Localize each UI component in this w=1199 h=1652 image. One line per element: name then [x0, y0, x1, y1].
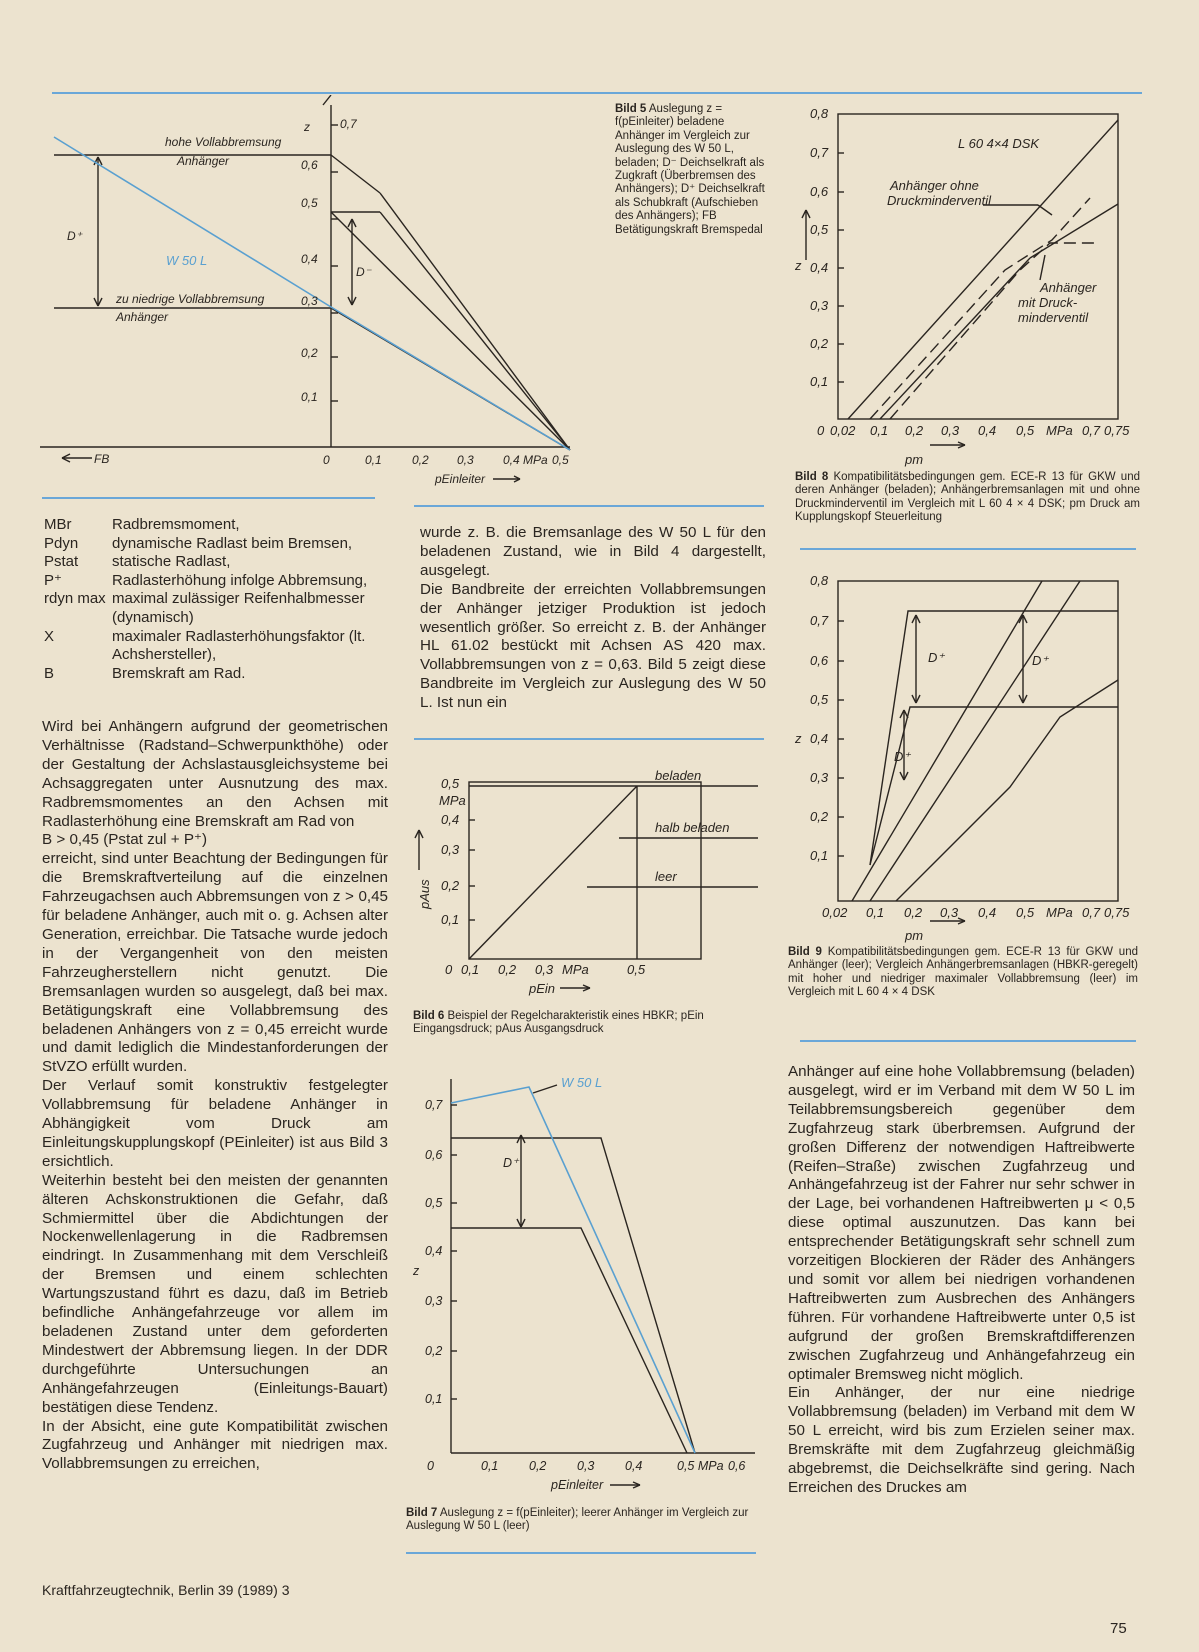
paragraph: wurde z. B. die Bremsanlage des W 50 L für den beladenen Zustand, wie in Bild 4 dargestellt, ausgelegt.	[420, 524, 766, 579]
fig5-ytick: 0,1	[301, 390, 318, 404]
fig6-xtick: 0	[445, 962, 453, 977]
top-rule	[52, 92, 1142, 94]
fig6-xtick: 0,1	[461, 962, 480, 977]
fig8-xtick: 0,5	[1016, 423, 1035, 438]
fig8-label-ohne1: Anhänger ohne	[890, 178, 979, 193]
fig9-ytick: 0,5	[810, 692, 829, 707]
fig9-xtick: 0,7	[1082, 905, 1101, 920]
fig8-xtick: 0	[817, 423, 825, 438]
fig5-xtick: 0,1	[365, 453, 382, 467]
symbol-row	[44, 665, 389, 684]
fig7-xtick: 0	[427, 1459, 434, 1473]
symbol: P⁺	[44, 571, 62, 589]
mid-rule-1	[414, 505, 764, 507]
fig9-xtick: 0,4	[978, 905, 997, 920]
fig5-caption-label: Bild 5	[615, 103, 647, 115]
fig8-label-ohne2: Druckminderventil	[887, 193, 992, 208]
fig5-xtick: 0,5	[552, 453, 569, 467]
fig5-dplus: D⁺	[67, 229, 82, 243]
fig8-ytick: 0,8	[810, 106, 829, 121]
fig8-xtick: MPa	[1046, 423, 1073, 438]
fig8-ytick: 0,6	[810, 184, 829, 199]
fig6-chart	[405, 760, 770, 1000]
fig9-xtick: 0,5	[1016, 905, 1035, 920]
paragraph: Weiterhin besteht bei den meisten der genannten älteren Achskonstruktionen die Gefahr, daß Schmiermittel über die Abdichtungen der Nockenwellenlagerung in die Radbremsen eindringt. In Zusammenhang mit dem Verschleiß der Bremsen und einem schlechten Wartungszustand führt es dazu, daß im Betrieb befindliche Anhängefahrzeuge vor allem im beladenen Zustand unter dem geforderten Mindestwert der Abbremsung liegen. In der DDR durchgeführte Untersuchungen an Anhängefahrzeugen (Einleitungs-Bauart) bestätigen diese Tendenz.	[42, 1171, 388, 1416]
fig6-ytick: 0,5	[441, 776, 460, 791]
formula: B > 0,45 (Pstat zul + P⁺)	[42, 831, 208, 849]
fig5-xtick: 0,4 MPa	[503, 453, 548, 467]
symbol-row	[44, 572, 389, 591]
fig8-xtick: 0,02	[830, 423, 856, 438]
fig6-ytick: 0,4	[441, 812, 460, 827]
fig8-ytick: 0,4	[810, 260, 829, 275]
fig6-ylabel: pAus	[417, 879, 432, 909]
fig5-w50l-label: W 50 L	[166, 253, 208, 268]
fig9-xtick: MPa	[1046, 905, 1073, 920]
left-rule-1	[42, 497, 375, 499]
fig5-xtick: 0,2	[412, 453, 429, 467]
fig8-chart	[790, 100, 1140, 470]
fig9-ytick: 0,6	[810, 653, 829, 668]
fig8-caption-label: Bild 8	[795, 471, 829, 483]
right-rule-1	[800, 548, 1136, 550]
fig6-caption-label: Bild 6	[413, 1010, 445, 1022]
fig8-label-mit2: mit Druck-	[1018, 295, 1078, 310]
symbol: rdyn max	[44, 590, 106, 608]
fig7-xtick: 0,4	[625, 1459, 643, 1473]
fig7-xtick: 0,3	[577, 1459, 595, 1473]
fig6-xtick: MPa	[562, 962, 589, 977]
fig8-label-mit3: minderventil	[1018, 310, 1089, 325]
fig5-dminus: D⁻	[356, 265, 371, 279]
symbol: X	[44, 627, 55, 645]
page-number: 75	[1110, 1620, 1127, 1637]
fig9-ytick: 0,1	[810, 848, 829, 863]
fig9-caption-text: Kompatibilitätsbedingungen gem. ECE-R 13 für GKW und Anhänger (leer); Vergleich Anhängerbremsanlagen (HBKR-geregelt) mit hoher und niedriger maximaler Vollabbremsung (leer) im Vergleich mit L 60 4 × 4 DSK	[788, 946, 1138, 999]
fig5-label-high2: Anhänger	[177, 154, 230, 168]
symbol-row	[44, 516, 389, 535]
fig5-ytick: 0,3	[301, 294, 318, 308]
symbol-definition: maximal zulässiger Reifenhalbmesser (dynamisch)	[112, 590, 365, 626]
fig7-ytick: 0,1	[425, 1392, 443, 1406]
fig9-ytick: 0,3	[810, 770, 829, 785]
fig8-xtick: 0,2	[905, 423, 924, 438]
fig6-xlabel: pEin	[529, 981, 556, 996]
fig7-ytick: 0,3	[425, 1294, 443, 1308]
fig9-ytick: 0,8	[810, 573, 829, 588]
symbol: Pstat	[44, 553, 79, 571]
paragraph: Die Bandbreite der erreichten Vollabbremsungen der Anhänger jetziger Produktion ist jedoch wesentlich größer. So erreicht z. B. der Anhänger HL 61.02 bestückt mit Achsen AS 420 max. Vollabbremsungen von z = 0,63. Bild 5 zeigt diese Bandbreite im Vergleich zur Auslegung des W 50 L. Ist nun ein	[420, 580, 766, 712]
journal-footer: Kraftfahrzeugtechnik, Berlin 39 (1989) 3	[42, 1582, 290, 1598]
fig9-xtick: 0,2	[904, 905, 923, 920]
fig9-ytick: 0,2	[810, 809, 829, 824]
right-rule-2	[800, 1040, 1136, 1042]
fig5-fb-label: FB	[94, 452, 110, 466]
fig9-dplus: D⁺	[894, 749, 911, 764]
mid-rule-3	[406, 1552, 756, 1554]
fig8-caption	[795, 471, 1140, 525]
fig6-ytick: 0,2	[441, 878, 460, 893]
fig5-ytick: 0,6	[301, 158, 318, 172]
fig7-caption-label: Bild 7	[406, 1507, 438, 1519]
fig8-ytick: 0,5	[810, 222, 829, 237]
symbol-row	[44, 535, 389, 554]
fig9-dplus: D⁺	[1032, 653, 1049, 668]
fig9-xtick: 0,75	[1104, 905, 1130, 920]
fig7-xtick: 0,6	[728, 1459, 746, 1473]
fig5-xtick: 0	[323, 453, 330, 467]
fig8-label-mit1: Anhänger	[1040, 280, 1097, 295]
fig9-xlabel: pm	[905, 928, 924, 943]
fig5-ytick: 0,7	[340, 117, 357, 131]
fig9-ytick: 0,4	[810, 731, 829, 746]
paragraph: Wird bei Anhängern aufgrund der geometrischen Verhältnisse (Radstand–Schwerpunkthöhe) oder der Gestaltung der Achslastausgleichsysteme bei Achsaggregaten unter Ausnutzung des max. Radbremsmomentes an den Achsen mit Radlasterhöhung eine Bremskraft am Rad von	[42, 718, 388, 830]
symbol-definition: Radlasterhöhung infolge Abbremsung,	[112, 571, 368, 589]
fig6-ytick: MPa	[439, 793, 466, 808]
fig7-caption-text: Auslegung z = f(pEinleiter); leerer Anhänger im Vergleich zur Auslegung W 50 L (leer)	[406, 1507, 749, 1533]
fig6-xtick: 0,2	[498, 962, 517, 977]
fig5-xtick: 0,3	[457, 453, 474, 467]
fig8-ylabel: z	[795, 258, 802, 273]
fig9-caption-label: Bild 9	[788, 946, 822, 958]
paragraph: Ein Anhänger, der nur eine niedrige Vollabbremsung (beladen) im Verband mit dem W 50 L erreicht, wird bis zum Erzielen seiner max. Bremskräfte mit dem Zugfahrzeug gleichmäßig abgebremst, die Deichselkräfte sind gering. Nach Erreichen des Druckes am	[788, 1384, 1135, 1496]
fig5-xlabel: pEinleiter	[435, 472, 486, 486]
paragraph: Anhänger auf eine hohe Vollabbremsung (beladen) ausgelegt, wird er im Verband mit dem W 50 L im Teilabbremsungsbereich gegenüber dem Zugfahrzeug stark überbremsen. Aufgrund der großen Differenz der notwendigen Haftreibwerte (Reifen–Straße) zwischen Zugfahrzeug und Anhängefahrzeug ist der Fahrer nur sehr schwer in der Lage, bei vorhandenen Haftreibwerten μ < 0,5 diese optimal auszunutzen. Das kann bei entsprechender Betätigungskraft sehr schnell zum vorzeitigen Blockieren der Räder des Anhängers und somit vor allem bei niedrigen vorhandenen Haftreibwerten zum Ausbrechen des Anhängers führen. Für vorhandene Haftreibwerte unter 0,5 ist aufgrund der großen Bremskraftdifferenzen zwischen Zugfahrzeug und Anhängefahrzeug ein optimaler Bremsweg nicht möglich.	[788, 1063, 1135, 1383]
fig7-ytick: 0,5	[425, 1196, 443, 1210]
fig8-xtick: 0,4	[978, 423, 997, 438]
fig9-caption	[788, 946, 1138, 1000]
fig7-ytick: 0,6	[425, 1148, 443, 1162]
fig6-caption-text: Beispiel der Regelcharakteristik eines HBKR; pEin Eingangsdruck; pAus Ausgangsdruck	[413, 1010, 704, 1036]
fig7-w50l-label: W 50 L	[561, 1075, 603, 1090]
fig5-ytick: 0,2	[301, 346, 318, 360]
symbol: B	[44, 664, 55, 682]
fig7-ytick: 0,4	[425, 1244, 443, 1258]
paragraph: erreicht, sind unter Beachtung der Bedingungen für die Bremskraftverteilung auf die einzelnen Fahrzeugachsen auch Abbremsungen von z > 0,45 für beladene Anhänger, auch mit o. g. Achsen alter Generation, erreichbar. Die Tatsache wurde jedoch in der Vergangenheit von den meisten Fahrzeugherstellern nicht genutzt. Die Bremsanlagen wurden so ausgelegt, daß bei max. Betätigungskraft eine Vollabbremsung des beladenen Anhängers von z = 0,45 erreicht wurde und damit lediglich die Mindestanforderungen der StVZO erfüllt wurden.	[42, 850, 388, 1076]
fig7-xlabel: pEinleiter	[551, 1478, 604, 1492]
fig9-xtick: 0,02	[822, 905, 848, 920]
fig5-label-high: hohe Vollabbremsung	[165, 135, 282, 149]
fig5-caption	[615, 103, 775, 237]
fig5-ytick: 0,4	[301, 252, 318, 266]
symbol-definition: Radbremsmoment,	[112, 516, 240, 533]
symbol-list	[44, 516, 389, 683]
symbol-definition: statische Radlast,	[112, 553, 231, 571]
fig9-dplus: D⁺	[928, 650, 945, 665]
fig7-caption	[406, 1507, 754, 1534]
fig6-label-leer: leer	[655, 869, 677, 884]
fig5-chart	[40, 95, 600, 495]
fig7-dplus: D⁺	[503, 1156, 519, 1170]
symbol-definition: dynamische Radlast beim Bremsen,	[112, 534, 353, 552]
fig7-w50l-line	[451, 1087, 695, 1453]
right-column-text	[788, 1063, 1135, 1498]
fig9-xtick: 0,1	[866, 905, 885, 920]
fig6-label-halb: halb beladen	[655, 820, 730, 835]
fig7-ytick: 0,7	[425, 1098, 443, 1112]
middle-column-text	[420, 524, 766, 713]
fig8-xtick: 0,1	[870, 423, 889, 438]
fig7-xtick: 0,2	[529, 1459, 547, 1473]
fig5-label-low2: Anhänger	[116, 310, 169, 324]
fig7-xtick: 0,1	[481, 1459, 499, 1473]
symbol-row	[44, 553, 389, 572]
fig5-caption-text: Auslegung z = f(pEinleiter) beladene Anhänger im Vergleich zur Auslegung des W 50 L, beladen; D⁻ Deichselkraft als Zugkraft (Überbremsen des Anhängers); D⁺ Deichselkraft als Schubkraft (Aufschieben des Anhängers); FB Betätigungskraft Bremspedal	[615, 103, 765, 236]
fig6-xtick: 0,5	[627, 962, 646, 977]
fig6-ytick: 0,3	[441, 842, 460, 857]
fig6-xtick: 0,3	[535, 962, 554, 977]
fig9-ytick: 0,7	[810, 613, 829, 628]
fig8-label-l60: L 60 4×4 DSK	[958, 136, 1040, 151]
fig8-xlabel: pm	[905, 452, 924, 467]
fig6-caption	[413, 1010, 763, 1037]
fig7-ylabel: z	[413, 1264, 420, 1278]
fig8-xtick: 0,7	[1082, 423, 1101, 438]
fig8-ytick: 0,2	[810, 336, 829, 351]
fig9-xtick: 0,3	[940, 905, 959, 920]
symbol-row	[44, 628, 389, 665]
fig5-label-low: zu niedrige Vollabbremsung	[116, 292, 265, 306]
fig8-xtick: 0,75	[1104, 423, 1130, 438]
symbol-row	[44, 590, 389, 627]
fig9-chart	[790, 565, 1140, 945]
fig7-ytick: 0,2	[425, 1344, 443, 1358]
fig8-ytick: 0,1	[810, 374, 829, 389]
fig6-ytick: 0,1	[441, 912, 460, 927]
paragraph: Der Verlauf somit konstruktiv festgelegter Vollabbremsung für beladene Anhänger in Abhängigkeit vom Druck am Einleitungskupplungskopf (PEinleiter) ist aus Bild 3 ersichtlich.	[42, 1077, 388, 1170]
fig7-chart	[405, 1075, 765, 1505]
symbol-definition: maximaler Radlasterhöhungsfaktor (lt. Achshersteller),	[112, 627, 366, 664]
fig8-xtick: 0,3	[941, 423, 960, 438]
fig7-xtick: 0,5 MPa	[677, 1459, 724, 1473]
symbol: MBr	[44, 516, 72, 533]
fig8-caption-text: Kompatibilitätsbedingungen gem. ECE-R 13 für GKW und deren Anhänger (beladen); Anhängerbremsanlagen mit und ohne Druckminderventil im Vergleich mit L 60 4 × 4 DSK; pm Druck am Kupplungskopf Steuerleitung	[795, 471, 1140, 524]
paragraph: In der Absicht, eine gute Kompatibilität zwischen Zugfahrzeug und Anhänger mit niedrigen max. Vollabbremsungen zu erreichen,	[42, 1417, 388, 1473]
symbol-definition: Bremskraft am Rad.	[112, 664, 246, 682]
left-column-text	[42, 718, 388, 1474]
fig8-ytick: 0,3	[810, 298, 829, 313]
fig5-ylabel: z	[304, 120, 310, 134]
fig6-label-beladen: beladen	[655, 768, 702, 783]
fig8-ytick: 0,7	[810, 145, 829, 160]
mid-rule-2	[414, 738, 764, 740]
fig5-ytick: 0,5	[301, 196, 318, 210]
fig9-ylabel: z	[795, 731, 802, 746]
symbol: Pdyn	[44, 534, 79, 552]
